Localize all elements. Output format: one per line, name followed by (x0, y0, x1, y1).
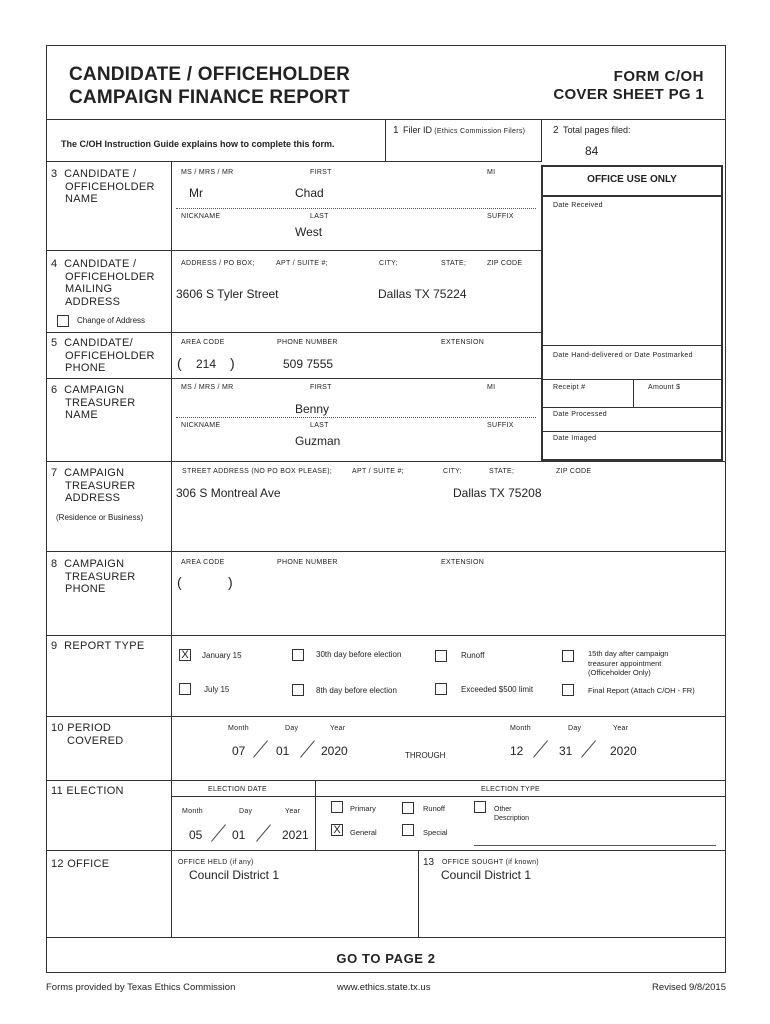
to-day-label: Day (568, 725, 582, 732)
apt-label: APT / SUITE #; (276, 260, 328, 267)
section-9-label: 9 REPORT TYPE (51, 640, 145, 652)
go-to-page-2: GO TO PAGE 2 (336, 951, 436, 966)
section-6-label: 6 CAMPAIGN TREASURER NAME (51, 384, 136, 421)
cover-sheet-label: COVER SHEET PG 1 (553, 86, 704, 103)
treasurer-address-value[interactable]: 306 S Montreal Ave (176, 486, 281, 500)
treasurer-city-label: CITY; (443, 468, 462, 475)
special-checkbox[interactable] (402, 824, 414, 836)
area-code-paren-open: ( (177, 355, 182, 371)
treasurer-city-state-zip-value[interactable]: Dallas TX 75208 (453, 486, 542, 500)
jul15-checkbox[interactable] (179, 683, 191, 695)
through-label: THROUGH (405, 751, 446, 760)
exceeded-label: Exceeded $500 limit (461, 685, 534, 694)
final-report-checkbox[interactable] (562, 684, 574, 696)
filer-id-label (393, 125, 525, 136)
to-month-value[interactable]: 12 (510, 744, 524, 758)
filer-id-text: Filer ID (403, 125, 433, 135)
from-year-value[interactable]: 2020 (321, 744, 348, 758)
runoff-report-label: Runoff (461, 651, 485, 660)
date-hand-label: Date Hand-delivered or Date Postmarked (553, 352, 693, 359)
section-7-label: 7 CAMPAIGN TREASURER ADDRESS (51, 467, 136, 504)
footer-credit: Forms provided by Texas Ethics Commission (46, 982, 236, 993)
area-code-label: AREA CODE (181, 339, 225, 346)
candidate-nickname-label: NICKNAME (181, 213, 221, 220)
section-5-label: 5 CANDIDATE/ OFFICEHOLDER PHONE (51, 337, 155, 374)
jan15-label: January 15 (202, 651, 242, 660)
total-pages-label (553, 125, 631, 136)
candidate-last-label: LAST (310, 213, 329, 220)
treasurer-zip-label: ZIP CODE (556, 468, 592, 475)
election-date-label: ELECTION DATE (208, 786, 268, 793)
treasurer-prefix-label: MS / MRS / MR (181, 384, 234, 391)
total-pages-text: Total pages filed: (563, 125, 631, 135)
zip-label: ZIP CODE (487, 260, 523, 267)
treasurer-apt-label: APT / SUITE #; (352, 468, 404, 475)
exceeded-checkbox[interactable] (435, 683, 447, 695)
treasurer-nickname-label: NICKNAME (181, 422, 221, 429)
receipt-label: Receipt # (553, 384, 586, 391)
to-day-value[interactable]: 31 (559, 744, 573, 758)
election-runoff-checkbox[interactable] (402, 802, 414, 814)
jul15-label: July 15 (204, 685, 230, 694)
election-type-label: ELECTION TYPE (481, 786, 541, 793)
candidate-phone-value[interactable]: 509 7555 (283, 357, 334, 371)
candidate-prefix-label: MS / MRS / MR (181, 169, 234, 176)
extension-label: EXTENSION (441, 339, 485, 346)
filer-id-num: 1 (393, 125, 399, 136)
treasurer-last-label: LAST (310, 422, 329, 429)
section-10-label: 10 PERIOD COVERED (51, 722, 124, 747)
treasurer-area-code-label: AREA CODE (181, 559, 225, 566)
election-year-value[interactable]: 2021 (282, 828, 309, 842)
phone-number-label: PHONE NUMBER (277, 339, 338, 346)
office-sought-value[interactable]: Council District 1 (441, 868, 532, 882)
total-pages-value[interactable]: 84 (585, 144, 599, 158)
footer-url[interactable]: www.ethics.state.tx.us (337, 982, 431, 993)
change-of-address-checkbox[interactable] (57, 315, 69, 327)
candidate-city-state-zip-value[interactable]: Dallas TX 75224 (378, 287, 467, 301)
section-4-label: 4 CANDIDATE / OFFICEHOLDER MAILING ADDRESS (51, 258, 155, 308)
state-label: STATE; (441, 260, 467, 267)
jan15-checkbox[interactable]: X (179, 649, 191, 661)
treasurer-state-label: STATE; (489, 468, 515, 475)
day30-checkbox[interactable] (292, 649, 304, 661)
treasurer-street-label: STREET ADDRESS (NO PO BOX PLEASE); (182, 468, 333, 475)
section-13-num: 13 (423, 857, 435, 868)
office-held-value[interactable]: Council District 1 (189, 868, 280, 882)
from-day-value[interactable]: 01 (276, 744, 290, 758)
general-checkbox[interactable]: X (331, 824, 343, 836)
other-label: Other Description (494, 806, 530, 822)
treasurer-first-value[interactable]: Benny (295, 402, 330, 416)
treasurer-paren-open: ( (177, 574, 182, 590)
general-label: General (350, 828, 377, 837)
day15-label: 15th day after campaign treasurer appointment (Officeholder Only) (588, 649, 669, 677)
date-imaged-label: Date Imaged (553, 435, 597, 442)
office-use-title: OFFICE USE ONLY (587, 174, 677, 185)
candidate-address-value[interactable]: 3606 S Tyler Street (176, 287, 279, 301)
form-code: FORM C/OH (613, 68, 704, 85)
filer-id-note: (Ethics Commission Filers) (434, 128, 526, 135)
treasurer-mi-label: MI (487, 384, 496, 391)
area-code-paren-close: ) (230, 355, 235, 371)
section-8-label: 8 CAMPAIGN TREASURER PHONE (51, 558, 136, 595)
residence-note: (Residence or Business) (56, 513, 144, 522)
from-month-label: Month (228, 725, 249, 732)
day8-label: 8th day before election (316, 686, 397, 695)
election-month-label: Month (182, 808, 203, 815)
election-month-value[interactable]: 05 (189, 828, 203, 842)
candidate-mi-label: MI (487, 169, 496, 176)
treasurer-first-label: FIRST (310, 384, 332, 391)
from-day-label: Day (285, 725, 299, 732)
form-title-line1: CANDIDATE / OFFICEHOLDER (69, 64, 350, 85)
address-label: ADDRESS / PO BOX; (181, 260, 255, 267)
date-processed-label: Date Processed (553, 411, 608, 418)
candidate-last-value[interactable]: West (295, 225, 323, 239)
to-month-label: Month (510, 725, 531, 732)
final-report-label: Final Report (Attach C/OH - FR) (588, 686, 695, 695)
day15-checkbox[interactable] (562, 650, 574, 662)
primary-label: Primary (350, 804, 376, 813)
total-pages-num: 2 (553, 125, 559, 136)
treasurer-extension-label: EXTENSION (441, 559, 485, 566)
from-month-value[interactable]: 07 (232, 744, 246, 758)
section-11-label: 11 ELECTION (51, 785, 124, 797)
form-title-line2: CAMPAIGN FINANCE REPORT (69, 87, 350, 108)
date-received-label: Date Received (553, 202, 603, 209)
treasurer-phone-label: PHONE NUMBER (277, 559, 338, 566)
runoff-report-checkbox[interactable] (435, 650, 447, 662)
election-day-value[interactable]: 01 (232, 828, 246, 842)
candidate-prefix-value[interactable]: Mr (189, 186, 203, 200)
election-runoff-label: Runoff (423, 804, 445, 813)
to-year-value[interactable]: 2020 (610, 744, 637, 758)
election-year-label: Year (285, 808, 301, 815)
treasurer-suffix-label: SUFFIX (487, 422, 514, 429)
primary-checkbox[interactable] (331, 801, 343, 813)
section-3-label: 3 CANDIDATE / OFFICEHOLDER NAME (51, 168, 155, 205)
amount-label: Amount $ (648, 384, 681, 391)
change-of-address-label: Change of Address (77, 316, 146, 325)
office-held-label: OFFICE HELD (if any) (178, 859, 254, 866)
other-checkbox[interactable] (474, 801, 486, 813)
instruction-text: The C/OH Instruction Guide explains how to complete this form. (61, 139, 335, 149)
footer-revised: Revised 9/8/2015 (652, 982, 726, 993)
candidate-area-code-value[interactable]: 214 (196, 357, 217, 371)
day30-label: 30th day before election (316, 650, 402, 659)
candidate-first-value[interactable]: Chad (295, 186, 324, 200)
from-year-label: Year (330, 725, 346, 732)
candidate-first-label: FIRST (310, 169, 332, 176)
day8-checkbox[interactable] (292, 684, 304, 696)
to-year-label: Year (613, 725, 629, 732)
treasurer-last-value[interactable]: Guzman (295, 434, 341, 448)
treasurer-paren-close: ) (228, 574, 233, 590)
office-sought-label: OFFICE SOUGHT (if known) (442, 859, 539, 866)
city-label: CITY; (379, 260, 398, 267)
election-day-label: Day (239, 808, 253, 815)
section-12-label: 12 OFFICE (51, 858, 110, 870)
special-label: Special (423, 828, 448, 837)
candidate-suffix-label: SUFFIX (487, 213, 514, 220)
